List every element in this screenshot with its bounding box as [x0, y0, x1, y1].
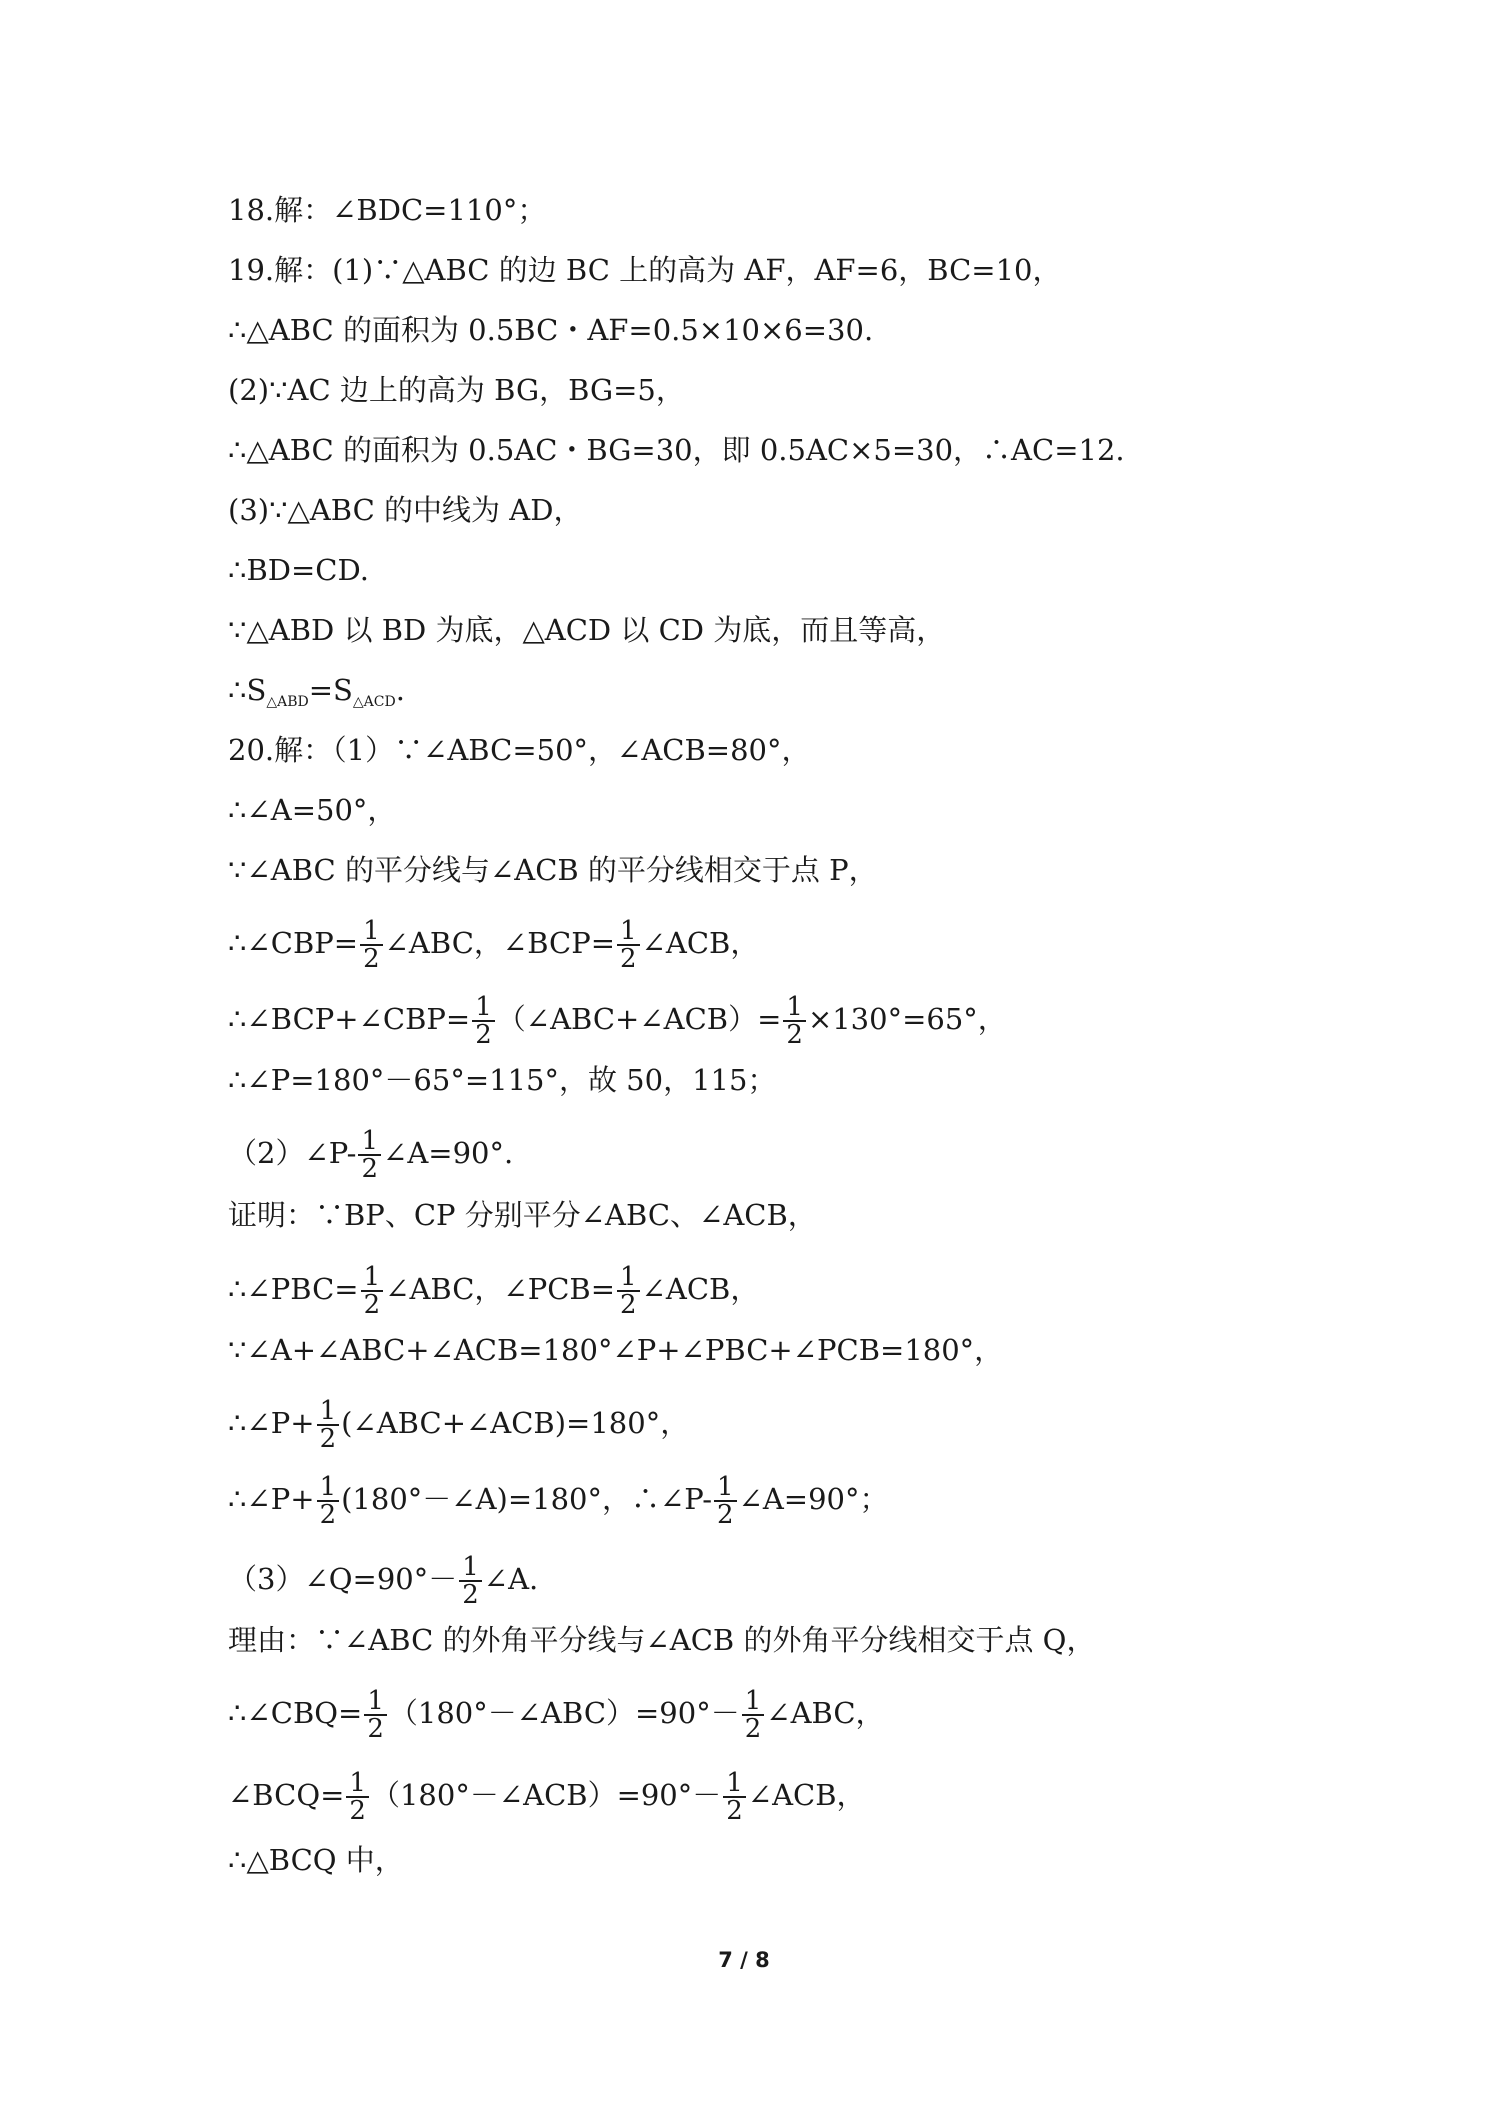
text-run: ∴∠CBQ= — [228, 1696, 363, 1730]
text-run: ∠ACB， — [641, 926, 760, 960]
fraction — [360, 918, 383, 972]
bd-equals-cd-line — [228, 550, 369, 590]
text-run: ∴∠P=180°－65°=115°，故 50，115； — [228, 1063, 777, 1097]
fraction — [714, 1474, 737, 1528]
fraction — [723, 1770, 746, 1824]
fraction — [617, 918, 640, 972]
fraction-numerator: 1 — [459, 1554, 482, 1582]
fraction-numerator: 1 — [361, 1264, 384, 1292]
ac-result-line — [228, 430, 1125, 470]
fraction-denominator: 2 — [319, 1500, 337, 1530]
text-run: 19.解：(1)∵△ABC 的边 BC 上的高为 AF，AF=6，BC=10， — [228, 253, 1062, 287]
fraction-denominator: 2 — [363, 1290, 381, 1320]
angle-p-result-line — [228, 1060, 776, 1100]
text-run: ∴∠CBP= — [228, 926, 359, 960]
text-run: ×130°=65°， — [807, 1002, 1007, 1036]
answer-19-part1-line — [228, 250, 1062, 290]
text-run: ∠ACB， — [747, 1778, 866, 1812]
fraction-denominator: 2 — [726, 1796, 743, 1826]
area-result-line — [228, 310, 873, 350]
substitution-line-2 — [228, 1474, 889, 1528]
text-run: ∴△ABC 的面积为 0.5BC・AF=0.5×10×6=30. — [228, 313, 874, 347]
text-run: (∠ABC+∠ACB)=180°， — [341, 1406, 690, 1440]
area-equality-line — [228, 670, 405, 722]
answer-20-part2-line — [228, 1128, 513, 1182]
proof-line — [228, 1195, 817, 1235]
fraction-numerator: 1 — [617, 918, 640, 946]
text-run: ∠ABC， — [766, 1696, 885, 1730]
answer-19-part2-line — [228, 370, 685, 410]
angle-sum-line — [228, 994, 1007, 1048]
text-run: 18.解：∠BDC=110°； — [228, 193, 547, 227]
text-run: (2)∵AC 边上的高为 BG，BG=5， — [228, 373, 685, 407]
page-number: 7 / 8 — [718, 1948, 770, 1972]
bisector-p-line — [228, 850, 878, 890]
fraction — [364, 1688, 387, 1742]
text-run: ∴△BCQ 中， — [228, 1843, 404, 1877]
reason-line — [228, 1620, 1095, 1660]
fraction — [317, 1398, 340, 1452]
fraction-numerator: 1 — [358, 1128, 381, 1156]
fraction-denominator: 2 — [744, 1714, 762, 1744]
text-run: ∠BCQ= — [228, 1778, 345, 1812]
angle-bcq-line — [228, 1770, 866, 1824]
text-run: ∠ABC，∠PCB= — [385, 1272, 616, 1306]
text-run: ∵△ABD 以 BD 为底，△ACD 以 CD 为底，而且等高， — [228, 613, 946, 647]
fraction — [361, 1264, 384, 1318]
fraction — [742, 1688, 765, 1742]
text-run: ∴BD=CD. — [228, 553, 369, 587]
triangle-sum-line — [228, 1330, 1003, 1370]
text-run: ∴∠P+ — [228, 1482, 315, 1516]
fraction-numerator: 1 — [364, 1688, 387, 1716]
text-run: ∠A. — [483, 1562, 539, 1596]
substitution-line-1 — [228, 1398, 689, 1452]
text-run: (180°－∠A)=180°，∴∠P- — [341, 1482, 713, 1516]
text-run: (3)∵△ABC 的中线为 AD， — [228, 493, 583, 527]
fraction-denominator: 2 — [786, 1020, 803, 1050]
fraction-denominator: 2 — [319, 1424, 337, 1454]
text-run: （∠ABC+∠ACB）= — [496, 1002, 782, 1036]
fraction-denominator: 2 — [367, 1714, 384, 1744]
fraction-numerator: 1 — [714, 1474, 737, 1502]
half-angle-line-1 — [228, 918, 759, 972]
fraction-denominator: 2 — [363, 944, 380, 974]
fraction-denominator: 2 — [361, 1154, 379, 1184]
text-run: （3）∠Q=90°－ — [228, 1562, 458, 1596]
half-angle-line-2 — [228, 1264, 759, 1318]
text-run: ∴S — [228, 673, 267, 707]
fraction-numerator: 1 — [472, 994, 495, 1022]
fraction-numerator: 1 — [317, 1474, 340, 1502]
fraction-denominator: 2 — [475, 1020, 492, 1050]
text-run: ∵∠A+∠ABC+∠ACB=180°∠P+∠PBC+∠PCB=180°， — [228, 1333, 1004, 1367]
fraction-denominator: 2 — [620, 1290, 637, 1320]
answer-20-part1-line — [228, 730, 811, 770]
text-run: =S — [308, 673, 353, 707]
angle-a-line — [228, 790, 396, 830]
text-run: ∠ABC，∠BCP= — [384, 926, 616, 960]
fraction-numerator: 1 — [346, 1770, 369, 1798]
text-run: 理由：∵∠ABC 的外角平分线与∠ACB 的外角平分线相交于点 Q， — [228, 1623, 1096, 1657]
fraction — [459, 1554, 482, 1608]
text-run: ∠A=90°； — [738, 1482, 889, 1516]
text-run: （180°－∠ACB）=90°－ — [370, 1778, 722, 1812]
fraction — [317, 1474, 340, 1528]
text-run: ∵∠ABC 的平分线与∠ACB 的平分线相交于点 P， — [228, 853, 878, 887]
equal-height-line — [228, 610, 945, 650]
fraction-denominator: 2 — [349, 1796, 366, 1826]
text-run: 20.解：（1）∵∠ABC=50°，∠ACB=80°， — [228, 733, 811, 767]
text-run: ∠ACB， — [641, 1272, 760, 1306]
text-run: ∴∠P+ — [228, 1406, 315, 1440]
fraction-numerator: 1 — [723, 1770, 746, 1798]
fraction-numerator: 1 — [742, 1688, 765, 1716]
fraction-denominator: 2 — [620, 944, 637, 974]
fraction — [346, 1770, 369, 1824]
answer-20-part3-line — [228, 1554, 538, 1608]
answer-18-line — [228, 190, 546, 230]
fraction — [358, 1128, 381, 1182]
fraction-numerator: 1 — [617, 1264, 640, 1292]
fraction-numerator: 1 — [317, 1398, 340, 1426]
angle-cbq-line — [228, 1688, 885, 1742]
fraction — [617, 1264, 640, 1318]
answer-19-part3-line — [228, 490, 582, 530]
subscript: △ACD — [352, 694, 396, 710]
fraction-denominator: 2 — [717, 1500, 734, 1530]
fraction-numerator: 1 — [783, 994, 806, 1022]
fraction — [783, 994, 806, 1048]
fraction-numerator: 1 — [360, 918, 383, 946]
text-run: ∴∠A=50°， — [228, 793, 397, 827]
text-run: 证明：∵BP、CP 分别平分∠ABC、∠ACB， — [228, 1198, 817, 1232]
subscript: △ABD — [266, 694, 309, 710]
text-run: ∴∠BCP+∠CBP= — [228, 1002, 471, 1036]
text-run: . — [395, 673, 405, 707]
text-run: （180°－∠ABC）=90°－ — [388, 1696, 740, 1730]
fraction-denominator: 2 — [462, 1580, 479, 1610]
text-run: ∠A=90°. — [383, 1136, 514, 1170]
text-run: ∴△ABC 的面积为 0.5AC・BG=30，即 0.5AC×5=30，∴AC=12. — [228, 433, 1125, 467]
fraction — [472, 994, 495, 1048]
triangle-bcq-line — [228, 1840, 404, 1880]
text-run: ∴∠PBC= — [228, 1272, 359, 1306]
text-run: （2）∠P- — [228, 1136, 357, 1170]
